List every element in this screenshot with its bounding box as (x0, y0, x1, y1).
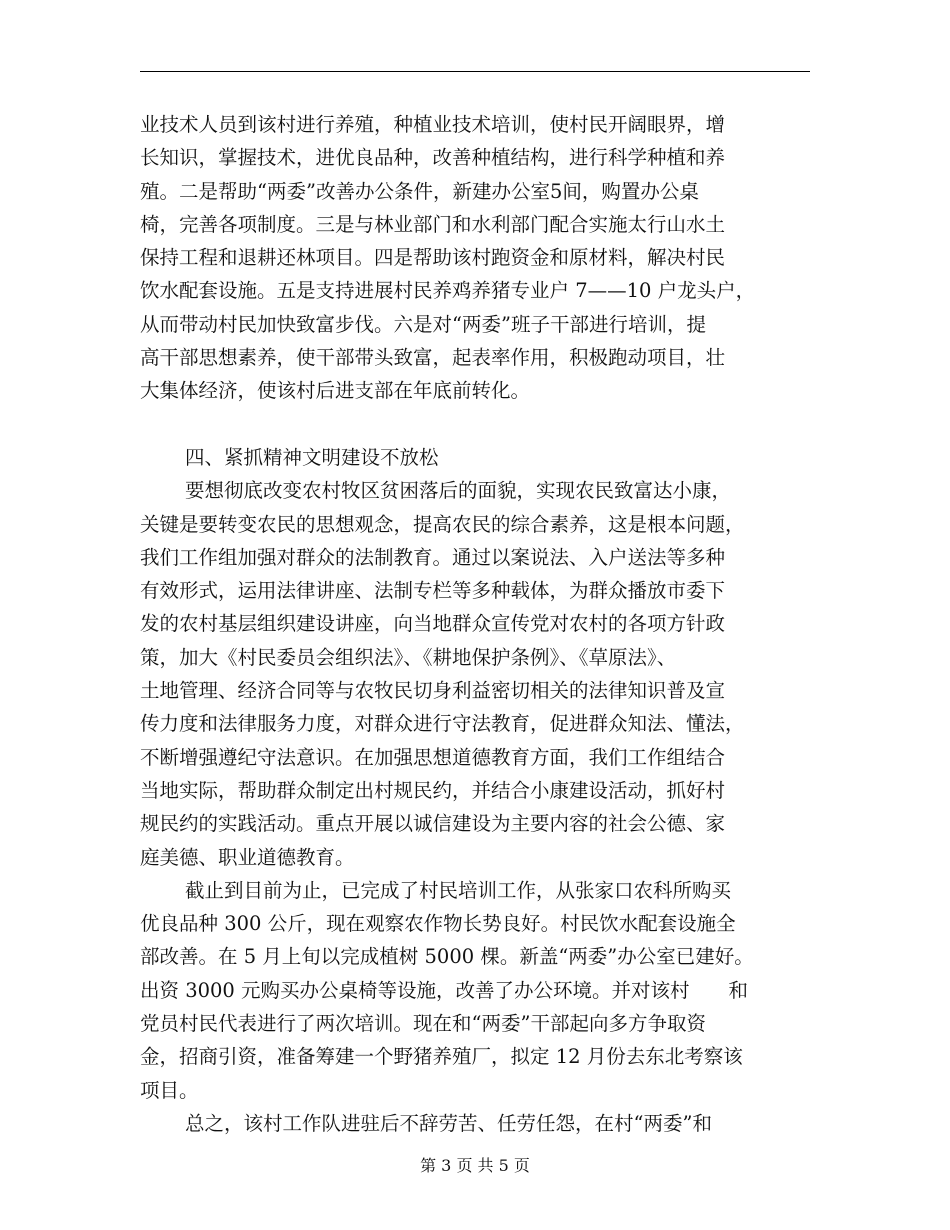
text-line: 关键是要转变农民的思想观念，提高农民的综合素养，这是根本问题， (140, 512, 745, 536)
document-body (140, 108, 812, 1140)
paragraph-legal-education (140, 474, 812, 874)
paragraph-progress (140, 874, 812, 1107)
text-line: 总之，该村工作队进驻后不辞劳苦、任劳任怨，在村“两委”和 (185, 1111, 712, 1135)
text-line: 项目。 (140, 1078, 199, 1102)
text-line: 殖。二是帮助“两委”改善办公条件，新建办公室5间，购置办公桌 (140, 179, 699, 203)
paragraph-summary (140, 1107, 812, 1140)
header-rule (140, 71, 810, 72)
page-number: 第 3 页 共 5 页 (420, 1156, 530, 1175)
text-line: 庭美德、职业道德教育。 (140, 845, 355, 869)
text-line: 优良品种 300 公斤，现在观察农作物长势良好。村民饮水配套设施全 (140, 912, 736, 936)
text-line: 保持工程和退耕还林项目。四是帮助该村跑资金和原材料，解决村民 (140, 246, 726, 270)
text-line: 金，招商引资，准备筹建一个野猪养殖厂，拟定 12 月份去东北考察该 (140, 1045, 743, 1069)
text-line: 土地管理、经济合同等与农牧民切身利益密切相关的法律知识普及宣 (140, 679, 726, 703)
text-line: 从而带动村民加快致富步伐。六是对“两委”班子干部进行培训，提 (140, 312, 706, 336)
section-heading: 四、紧抓精神文明建设不放松 (185, 445, 439, 469)
text-line: 不断增强遵纪守法意识。在加强思想道德教育方面，我们工作组结合 (140, 745, 726, 769)
text-line: 党员村民代表进行了两次培训。现在和“两委”干部起向多方争取资 (140, 1012, 706, 1036)
text-line: 规民约的实践活动。重点开展以诚信建设为主要内容的社会公德、家 (140, 812, 726, 836)
text-line: 当地实际，帮助群众制定出村规民约，并结合小康建设活动，抓好村 (140, 778, 726, 802)
text-line: 长知识，掌握技术，进优良品种，改善种植结构，进行科学种植和养 (140, 146, 726, 170)
text-line: 要想彻底改变农村牧区贫困落后的面貌，实现农民致富达小康， (185, 479, 732, 503)
text-line: 部改善。在 5 月上旬以完成植树 5000 棵。新盖“两委”办公室已建好。 (140, 945, 754, 969)
text-line: 有效形式，运用法律讲座、法制专栏等多种载体，为群众播放市委下 (140, 579, 726, 603)
text-line: 饮水配套设施。五是支持进展村民养鸡养猪专业户 7——10 户龙头户， (140, 279, 756, 303)
text-line: 业技术人员到该村进行养殖，种植业技术培训，使村民开阔眼界，增 (140, 113, 726, 136)
text-line: 高干部思想素养，使干部带头致富，起表率作用，积极跑动项目，壮 (140, 346, 726, 370)
text-line: 出资 3000 元购买办公桌椅等设施，改善了办公环境。并对该村 和 (140, 978, 749, 1002)
text-line: 发的农村基层组织建设讲座，向当地群众宣传党对农村的各项方针政 (140, 612, 726, 636)
text-line: 我们工作组加强对群众的法制教育。通过以案说法、入户送法等多种 (140, 545, 726, 569)
text-line: 椅，完善各项制度。三是与林业部门和水利部门配合实施太行山水土 (140, 212, 726, 236)
text-line: 大集体经济，使该村后进支部在年底前转化。 (140, 379, 531, 403)
text-line: 策，加大《村民委员会组织法》、《耕地保护条例》、《草原法》、 (140, 645, 677, 669)
intro-paragraph (140, 108, 812, 408)
paragraph-spacer (140, 408, 812, 441)
text-line: 截止到目前为止，已完成了村民培训工作，从张家口农科所购买 (185, 878, 732, 902)
text-line: 传力度和法律服务力度，对群众进行守法教育，促进群众知法、懂法， (140, 712, 745, 736)
